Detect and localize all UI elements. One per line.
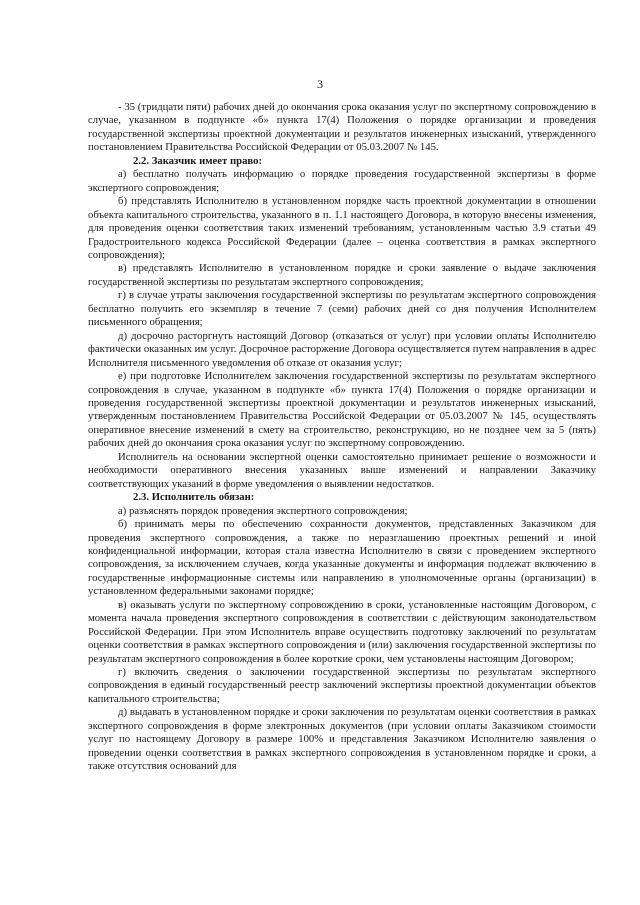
paragraph-executor-assessment: Исполнитель на основании экспертной оценки самостоятельно принимает решение о возможности и необходимости оперативного внесения указанных выше изменений и направлении Заказчику соответствующих указаний в форме уведомления о выявлении недостатков. [88,450,596,490]
clause-2-2-e: е) при подготовке Исполнителем заключения государственной экспертизы по результатам экспертного сопровождения в случае, указанном в подпункте «б» пункта 17(4) Положения о порядке организации и проведения государственной экспертизы проектной документации и результатов инженерных изысканий, утвержденным постановлением Правительства Российской Федерации от 05.03.2007 № 145, осуществлять оперативное внесение изменений в смету на строительство, реконструкцию, но не позднее чем за 5 (пять) рабочих дней до окончания срока оказания услуг по экспертному сопровождению. [88,370,596,450]
section-heading-2-2: 2.2. Заказчик имеет право: [133,154,263,167]
clause-2-3-v: в) оказывать услуги по экспертному сопровождению в сроки, установленные настоящим Договором, с момента начала проведения экспертного сопровождения в соответствии с действующим законодательством Российской Федерации. При этом Исполнитель вправе осуществить подготовку заключений по результатам оценки соответствия в рамках экспертного сопровождения и (или) заключения государственной экспертизы по результатам экспертного сопровождения в более короткие сроки, чем установлены настоящим Договором; [88,598,596,665]
page-number: 3 [317,77,323,91]
clause-2-2-v: в) представлять Исполнителю в установленном порядке и сроки заявление о выдаче заключения государственной экспертизы по результатам экспертного сопровождения; [88,262,596,288]
paragraph-deadline-35-days: - 35 (тридцати пяти) рабочих дней до окончания срока оказания услуг по экспертному сопровождению в случае, указанном в подпункте «б» пункта 17(4) Положения о порядке организации и проведения государственной экспертизы проектной документации и результатов инженерных изысканий, утвержденного постановлением Правительства Российской Федерации от 05.03.2007 № 145. [88,101,596,154]
clause-2-2-g: г) в случае утраты заключения государственной экспертизы по результатам экспертного сопровождения бесплатно получить его экземпляр в течение 7 (семи) рабочих дней со дня получения Исполнителем письменного обращения; [88,289,596,329]
document-body [88,101,596,774]
clause-2-3-g: г) включить сведения о заключении государственной экспертизы по результатам экспертного сопровождения в единый государственный реестр заключений экспертизы проектной документации объектов капитального строительства; [88,666,596,705]
clause-2-3-a: а) разъяснять порядок проведения экспертного сопровождения; [118,504,408,517]
clause-2-3-b: б) принимать меры по обеспечению сохранности документов, представленных Заказчиком для проведения экспертного сопровождения, а также по неразглашению проектных решений и иной конфиденциальной информации, которая стала известна Исполнителю в связи с проведением экспертного сопровождения, за исключением случаев, когда указанные документы и информация подлежат включению в государственные информационные системы или направлению в уполномоченные органы (организации) в установленном федеральными законами порядке; [88,518,596,598]
clause-2-3-d: д) выдавать в установленном порядке и сроки заключения по результатам оценки соответствия в рамках экспертного сопровождения в форме электронных документов (при условии оплаты Заказчиком стоимости услуг по настоящему Договору в размере 100% и представления Заказчиком Исполнителю заявления о проведении оценки соответствия в рамках экспертного сопровождения в установленном порядке и сроки, а также отсутствия оснований для [88,706,596,773]
clause-2-2-a: а) бесплатно получать информацию о порядке проведения государственной экспертизы в форме экспертного сопровождения; [88,168,596,194]
clause-2-2-b: б) представлять Исполнителю в установленном порядке часть проектной документации в отношении объекта капитального строительства, указанного в п. 1.1 настоящего Договора, в которую внесены изменения, для проведения оценки соответствия таких изменений требованиям, установленным частью 3.9 статьи 49 Градостроительного кодекса Российской Федерации (далее – оценка соответствия в рамках экспертного сопровождения); [88,195,596,261]
section-heading-2-3: 2.3. Исполнитель обязан: [133,491,255,504]
clause-2-2-d: д) досрочно расторгнуть настоящий Договор (отказаться от услуг) при условии оплаты Исполнителю фактически оказанных им услуг. Досрочное расторжение Договора осуществляется путем направления в адрес Исполнителя письменного уведомления об отказе от оказания услуг; [88,329,596,369]
